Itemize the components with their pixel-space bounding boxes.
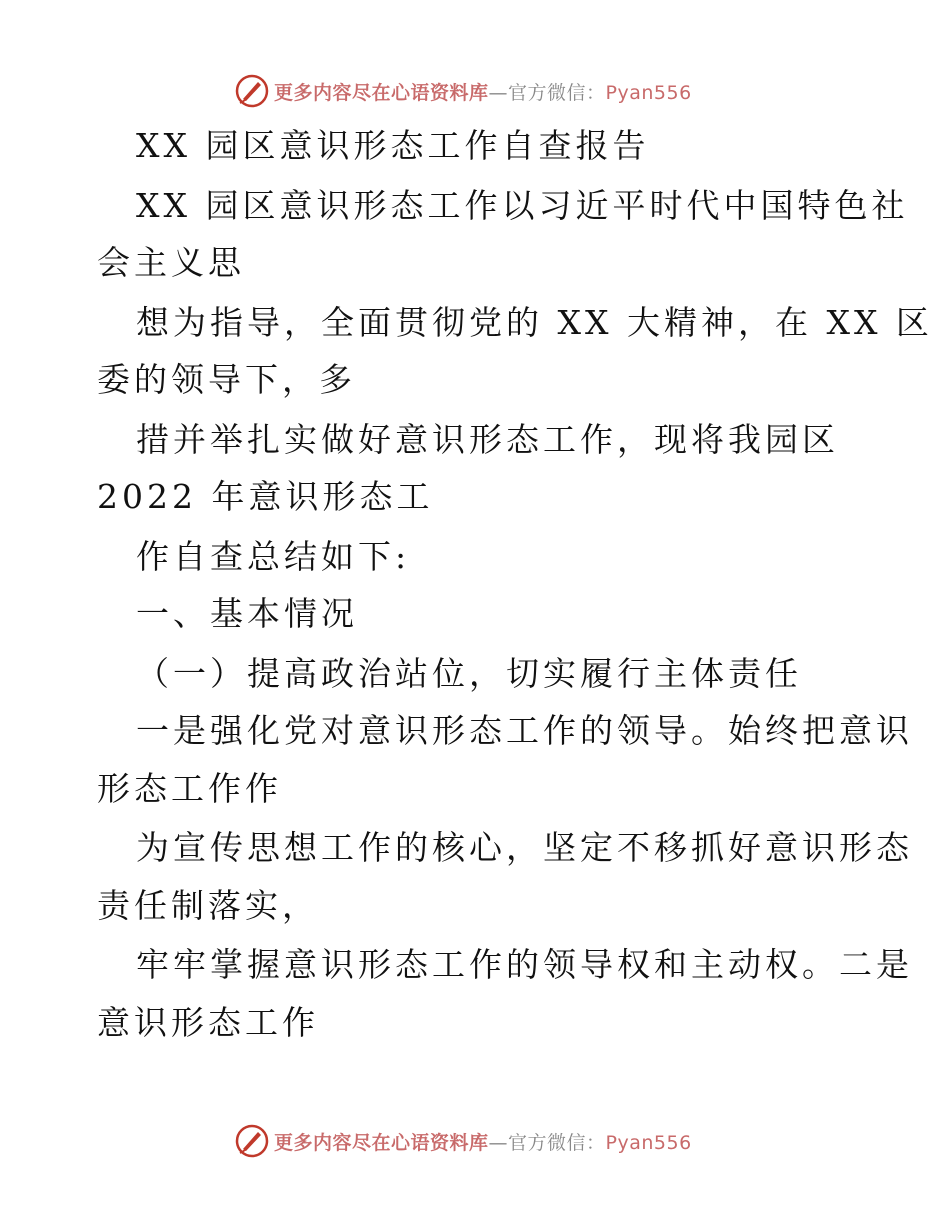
watermark-dash: — — [488, 1131, 509, 1154]
paragraph-line: 2022 年意识形态工 — [97, 477, 434, 516]
quill-logo-icon — [234, 1123, 270, 1159]
document-title: XX 园区意识形态工作自查报告 — [136, 126, 650, 165]
paragraph-line: 措并举扎实做好意识形态工作，现将我园区 — [136, 420, 839, 459]
watermark-bottom — [234, 1121, 692, 1161]
paragraph-line: 一是强化党对意识形态工作的领导。始终把意识 — [136, 711, 913, 750]
section-heading: 一、基本情况 — [136, 594, 358, 633]
paragraph-line: 会主义思 — [97, 243, 245, 282]
paragraph-line: 形态工作作 — [97, 769, 282, 808]
subsection-heading: （一）提高政治站位，切实履行主体责任 — [136, 654, 802, 693]
watermark-cn-text: 更多内容尽在心语资料库 — [274, 81, 489, 104]
watermark-account-label: 官方微信： — [508, 1131, 606, 1154]
paragraph-line: 作自查总结如下: — [136, 537, 411, 576]
paragraph-line: 委的领导下，多 — [97, 360, 356, 399]
paragraph-line: 为宣传思想工作的核心，坚定不移抓好意识形态 — [136, 828, 913, 867]
paragraph-line: 责任制落实， — [97, 886, 319, 925]
paragraph-line: 牢牢掌握意识形态工作的领导权和主动权。二是 — [136, 945, 913, 984]
paragraph-line: XX 园区意识形态工作以习近平时代中国特色社 — [136, 186, 909, 225]
watermark-handle: Pyan556 — [605, 81, 692, 104]
paragraph-line: 意识形态工作 — [97, 1003, 319, 1042]
watermark-handle: Pyan556 — [605, 1131, 692, 1154]
watermark-cn-text: 更多内容尽在心语资料库 — [274, 1131, 489, 1154]
paragraph-line: 想为指导，全面贯彻党的 XX 大精神，在 XX 区 — [136, 303, 933, 342]
quill-logo-icon — [234, 73, 270, 109]
watermark-top — [234, 71, 692, 111]
watermark-account-label: 官方微信： — [508, 81, 606, 104]
watermark-dash: — — [488, 81, 509, 104]
